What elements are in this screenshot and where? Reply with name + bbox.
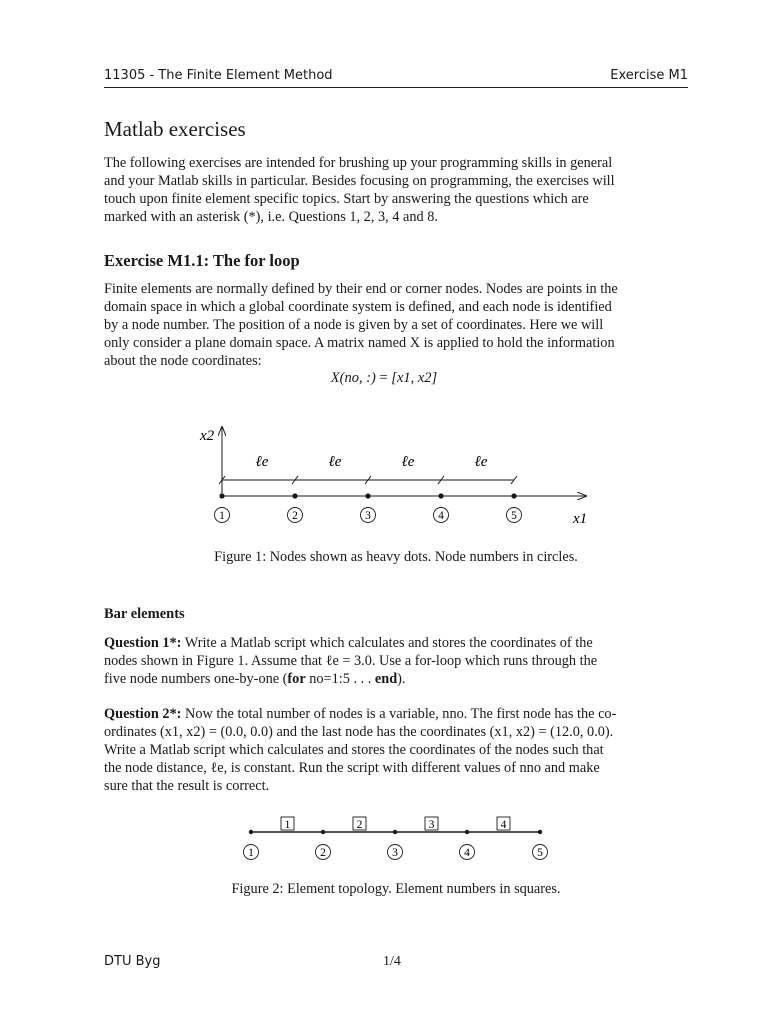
footer-institution: DTU Byg [104,954,161,969]
intro-line: The following exercises are intended for brushing up your programming skills in general [104,155,613,171]
equation-rhs: [x1, x2] [391,370,438,386]
end-keyword: end [374,671,398,687]
node-number: 3 [365,510,371,522]
node-number: 1 [219,510,225,522]
section-line: by a node number. The position of a node is given by a set of coordinates. Here we will [104,317,604,333]
header-course-title: 11305 - The Finite Element Method [104,68,333,83]
intro-line: marked with an asterisk (*), i.e. Questions 1, 2, 3, 4 and 8. [104,209,438,225]
question-2-line: the node distance, ℓe, is constant. Run the script with different values of nno and make [104,760,600,776]
node-number: 5 [537,847,543,859]
subsection-heading: Bar elements [104,606,185,622]
question-1-line: Write a Matlab script which calculates and stores the coordinates of the [181,635,593,651]
node-number: 3 [392,847,398,859]
intro-line: and your Matlab skills in particular. Besides focusing on programming, the exercises will [104,173,615,189]
equation-lhs: X(no, :) [330,370,376,386]
page-number: 1/4 [383,954,401,969]
node-number: 5 [511,510,517,522]
question-1-label: Question 1*: [104,635,182,651]
section-line: about the node coordinates: [104,353,262,369]
element-number: 2 [356,819,363,831]
question-2-line: Write a Matlab script which calculates and stores the coordinates of the nodes such that [104,742,604,758]
node-number: 1 [248,847,254,859]
element-length-label: ℓe [255,454,269,470]
figure-2-caption: Figure 2: Element topology. Element numbers in squares. [231,881,561,897]
x-axis-label: x1 [573,511,588,527]
node-number: 2 [292,510,298,522]
element-length-label: ℓe [401,454,415,470]
for-keyword: for [287,671,306,687]
element-number: 4 [500,819,507,831]
section-line: only consider a plane domain space. A matrix named X is applied to hold the information [104,335,615,351]
element-length-label: ℓe [328,454,342,470]
element-length-label: ℓe [474,454,488,470]
y-axis-label: x2 [200,428,215,444]
node-number: 2 [320,847,326,859]
section-heading: Exercise M1.1: The for loop [104,251,300,270]
header-exercise-id: Exercise M1 [610,68,688,83]
question-1: Question 1*: Write a Matlab script which calculates and stores the coordinates of the nodes shown in Figure 1. Assume that ℓe = 3.0. Use a for-loop which runs through the five node numbers one-by-one (for no=1:5 . . . end). [104,634,688,688]
question-2-line: sure that the result is correct. [104,778,270,794]
element-number: 3 [428,819,435,831]
element-number: 1 [284,819,291,831]
node-number: 4 [464,847,470,859]
question-2-line: Now the total number of nodes is a variable, nno. The first node has the co- [181,706,617,722]
node-number: 4 [438,510,444,522]
figure-1-caption: Figure 1: Nodes shown as heavy dots. Node numbers in circles. [214,549,578,565]
page-title: Matlab exercises [104,117,246,141]
section-line: domain space in which a global coordinate system is defined, and each node is identified [104,299,612,315]
node-coordinate-equation: X(no, :) = [x1, x2] [330,370,438,386]
question-2-line: ordinates (x1, x2) = (0.0, 0.0) and the last node has the coordinates (x1, x2) = (12.0, 0.0). [104,724,614,740]
intro-line: touch upon finite element specific topics. Start by answering the questions which are [104,191,589,207]
question-1-line: nodes shown in Figure 1. Assume that ℓe = 3.0. Use a for-loop which runs through the [104,653,598,669]
section-line: Finite elements are normally defined by their end or corner nodes. Nodes are points in the [104,281,618,297]
question-2-label: Question 2*: [104,706,182,722]
